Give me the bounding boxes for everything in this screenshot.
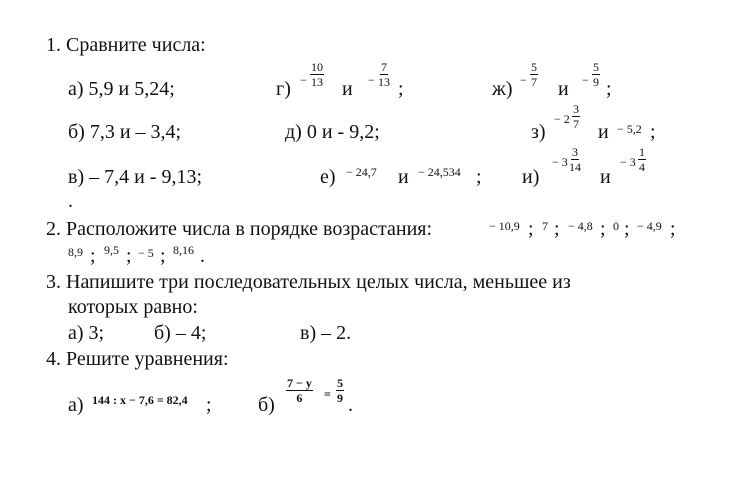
task2-num: − 10,9 bbox=[489, 219, 520, 233]
task1-i-whole2: − 3 bbox=[620, 155, 636, 169]
task1-i-fraction1 bbox=[568, 146, 582, 173]
fraction-numerator: 1 bbox=[639, 145, 645, 159]
fraction-denominator: 13 bbox=[378, 75, 390, 89]
task2-sep: ; bbox=[670, 218, 676, 240]
task1-zh-fraction2 bbox=[592, 61, 600, 88]
task2-num: 9,5 bbox=[104, 243, 119, 257]
task4-b-fraction-right bbox=[336, 377, 344, 404]
task3-title-cont: которых равно: bbox=[68, 296, 198, 318]
task2-sep: ; bbox=[528, 218, 534, 240]
task3-title: 3. Напишите три последовательных целых числа, меньшее из bbox=[46, 271, 571, 293]
task1-dot: . bbox=[68, 190, 73, 212]
task1-e-end: ; bbox=[476, 166, 482, 188]
task1-z-whole: − 2 bbox=[554, 112, 570, 126]
task1-e-and: и bbox=[398, 166, 409, 188]
task1-g-fraction2 bbox=[377, 61, 391, 88]
fraction-numerator: 5 bbox=[531, 60, 537, 74]
fraction-denominator: 14 bbox=[569, 160, 581, 174]
task1-e-value1: − 24,7 bbox=[346, 165, 377, 179]
task2-sep: ; bbox=[90, 245, 96, 267]
task3-a: а) 3; bbox=[68, 322, 105, 344]
task2-num: − 4,9 bbox=[637, 219, 662, 233]
task1-v: в) – 7,4 и - 9,13; bbox=[68, 166, 203, 188]
task1-zh-label: ж) bbox=[492, 78, 513, 100]
task1-b: б) 7,3 и – 3,4; bbox=[68, 121, 182, 143]
fraction-numerator: 7 − y bbox=[287, 376, 312, 390]
task1-g-minus2: − bbox=[368, 73, 375, 87]
fraction-denominator: 7 bbox=[573, 117, 579, 131]
task1-i-fraction2 bbox=[638, 146, 646, 173]
task2-num: 7 bbox=[542, 219, 548, 233]
task1-g-label: г) bbox=[276, 78, 291, 100]
task1-e-value2: − 24,534 bbox=[418, 165, 461, 179]
fraction-denominator: 7 bbox=[531, 75, 537, 89]
task4-b-end: . bbox=[348, 394, 353, 416]
task1-zh-and: и bbox=[558, 78, 569, 100]
task1-i-label: и) bbox=[522, 166, 540, 188]
fraction-numerator: 7 bbox=[381, 60, 387, 74]
fraction-numerator: 3 bbox=[572, 145, 578, 159]
task1-z-label: з) bbox=[531, 121, 546, 143]
task1-g-end: ; bbox=[398, 78, 404, 100]
task1-zh-end: ; bbox=[606, 78, 612, 100]
fraction-denominator: 9 bbox=[337, 391, 343, 405]
task4-b-label: б) bbox=[258, 394, 275, 416]
task1-g-fraction1 bbox=[310, 61, 324, 88]
task1-i-whole1: − 3 bbox=[552, 155, 568, 169]
task4-a-end: ; bbox=[206, 394, 212, 416]
task1-zh-minus2: − bbox=[582, 73, 589, 87]
task2-num: − 4,8 bbox=[568, 219, 593, 233]
fraction-numerator: 5 bbox=[593, 60, 599, 74]
fraction-denominator: 4 bbox=[639, 160, 645, 174]
task2-sep: ; bbox=[624, 218, 630, 240]
task4-b-equals: = bbox=[324, 387, 331, 401]
task4-a-label: а) bbox=[68, 394, 84, 416]
fraction-denominator: 6 bbox=[296, 391, 303, 405]
fraction-numerator: 10 bbox=[311, 60, 323, 74]
task2-sep: ; bbox=[126, 245, 132, 267]
task2-num: 0 bbox=[613, 219, 619, 233]
fraction-denominator: 13 bbox=[311, 75, 323, 89]
task2-num: − 5 bbox=[138, 246, 154, 260]
task1-g-minus1: − bbox=[300, 73, 307, 87]
task1-e-label: е) bbox=[320, 166, 336, 188]
task2-num: 8,9 bbox=[68, 245, 83, 259]
task2-title: 2. Расположите числа в порядке возрастания: bbox=[46, 218, 433, 240]
fraction-denominator: 9 bbox=[593, 75, 599, 89]
task2-sep: ; bbox=[554, 218, 560, 240]
task3-b: б) – 4; bbox=[154, 322, 207, 344]
task1-z-value2: − 5,2 bbox=[617, 122, 642, 136]
task1-z-and: и bbox=[598, 121, 609, 143]
fraction-numerator: 3 bbox=[573, 102, 579, 116]
task2-num: 8,16 bbox=[173, 243, 194, 257]
task1-z-fraction bbox=[572, 103, 580, 130]
task1-a: а) 5,9 и 5,24; bbox=[68, 78, 175, 100]
task3-v: в) – 2. bbox=[300, 322, 352, 344]
task1-d: д) 0 и - 9,2; bbox=[285, 121, 380, 143]
task2-end: . bbox=[200, 245, 205, 267]
task1-z-end: ; bbox=[650, 121, 656, 143]
task2-sep: ; bbox=[160, 245, 166, 267]
task1-g-and: и bbox=[342, 78, 353, 100]
task1-title: 1. Сравните числа: bbox=[46, 34, 206, 56]
task4-b-fraction-left bbox=[286, 377, 313, 404]
task1-zh-minus1: − bbox=[520, 73, 527, 87]
task2-sep: ; bbox=[600, 218, 606, 240]
fraction-numerator: 5 bbox=[337, 376, 343, 390]
task1-zh-fraction1 bbox=[530, 61, 538, 88]
task4-title: 4. Решите уравнения: bbox=[46, 348, 229, 370]
task1-i-and: и bbox=[600, 166, 611, 188]
task4-a-equation: 144 : x − 7,6 = 82,4 bbox=[92, 393, 188, 407]
